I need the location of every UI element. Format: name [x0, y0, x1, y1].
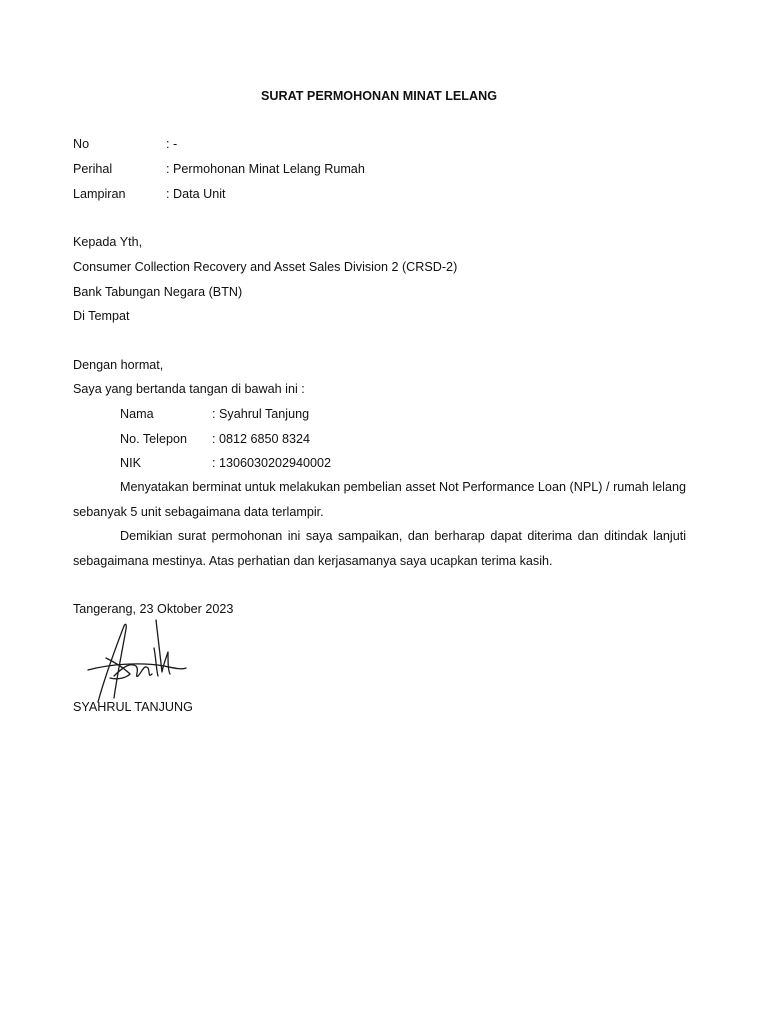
identity-label-name: Nama	[120, 407, 154, 421]
place-date: Tangerang, 23 Oktober 2023	[73, 602, 234, 616]
meta-label-lampiran: Lampiran	[73, 187, 126, 201]
meta-value-no: : -	[166, 137, 178, 151]
paragraph-closing: Demikian surat permohonan ini saya sampaikan, dan berharap dapat diterima dan ditindak lanjuti sebagaimana mestinya. Atas perhatian dan kerjasamanya saya ucapkan terima kasih.	[73, 529, 686, 568]
recipient-place: Di Tempat	[73, 309, 130, 323]
meta-label-no: No	[73, 137, 90, 151]
identity-value-name: : Syahrul Tanjung	[212, 407, 310, 421]
meta-value-lampiran: : Data Unit	[166, 187, 226, 201]
meta-label-perihal: Perihal	[73, 162, 113, 176]
identity-value-nik: : 1306030202940002	[212, 456, 332, 470]
meta-value-perihal: : Permohonan Minat Lelang Rumah	[166, 162, 365, 176]
identity-label-phone: No. Telepon	[120, 432, 187, 446]
intro-text: Saya yang bertanda tangan di bawah ini :	[73, 382, 305, 396]
signer-name: SYAHRUL TANJUNG	[73, 700, 193, 714]
handwritten-signature	[84, 618, 190, 710]
identity-value-phone: : 0812 6850 8324	[212, 432, 311, 446]
recipient-salutation: Kepada Yth,	[73, 235, 143, 249]
identity-label-nik: NIK	[120, 456, 141, 470]
paragraph-statement: Menyatakan berminat untuk melakukan pembelian asset Not Performance Loan (NPL) / rumah lelang sebanyak 5 unit sebagaimana data terlampir.	[73, 480, 686, 519]
greeting: Dengan hormat,	[73, 358, 164, 372]
recipient-bank: Bank Tabungan Negara (BTN)	[73, 285, 243, 299]
letter-title: SURAT PERMOHONAN MINAT LELANG	[260, 89, 497, 103]
recipient-division: Consumer Collection Recovery and Asset Sales Division 2 (CRSD-2)	[73, 260, 458, 274]
